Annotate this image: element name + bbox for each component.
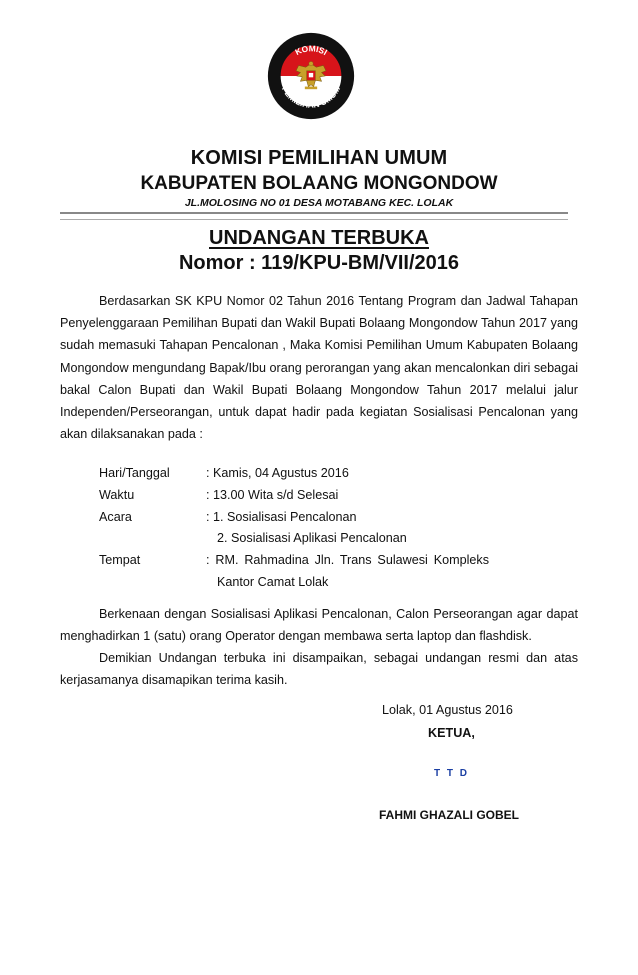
operator-paragraph: Berkenaan dengan Sosialisasi Aplikasi Pencalonan, Calon Perseorangan agar dapat menghadirkan 1 (satu) orang Operator dengan membawa serta laptop dan flashdisk.: [60, 607, 578, 644]
kpu-logo: [267, 32, 355, 120]
date-label: Hari/Tanggal: [99, 466, 170, 480]
header-divider: [60, 212, 568, 220]
date-value: : Kamis, 04 Agustus 2016: [206, 466, 349, 480]
event-value-1: : 1. Sosialisasi Pencalonan: [206, 510, 357, 524]
signatory-position: KETUA,: [428, 726, 475, 740]
event-label: Acara: [99, 510, 132, 524]
doc-title: UNDANGAN TERBUKA: [209, 227, 429, 249]
place-value: [206, 549, 489, 593]
place-value-1: : RM. Rahmadina Jln. Trans Sulawesi Kompleks: [206, 553, 489, 567]
intro-paragraph: Berdasarkan SK KPU Nomor 02 Tahun 2016 Tentang Program dan Jadwal Tahapan Penyelenggaraan Pemilihan Bupati dan Wakil Bupati Bolaang Mongondow Tahun 2017 yang sudah memasuki Tahapan Pencalonan , Maka Komisi Pemilihan Umum Kabupaten Bolaang Mongondow mengundang Bapak/Ibu orang perorangan yang akan mencalonkan diri sebagai bakal Calon Bupati dan Wakil Bupati Bolaang Mongondow Tahun 2017 melalui jalur Independen/Perseorangan, untuk dapat hadir pada kegiatan Sosialisasi Pencalonan yang akan dilaksanakan pada :: [60, 294, 578, 442]
regency-name: KABUPATEN BOLAANG MONGONDOW: [140, 173, 498, 194]
time-label: Waktu: [99, 488, 135, 502]
closing-paragraph: Demikian Undangan terbuka ini disampaikan, sebagai undangan resmi dan atas kerjasamanya disamapikan terima kasih.: [60, 651, 578, 688]
place-value-2: Kantor Camat Lolak: [217, 575, 329, 589]
logo-text-bottom: PEMILIHAN UMUM: [279, 84, 343, 110]
signatory-name: FAHMI GHAZALI GOBEL: [379, 808, 519, 822]
logo-text-top: KOMISI: [293, 43, 330, 58]
place-label: Tempat: [99, 553, 141, 567]
time-value: : 13.00 Wita s/d Selesai: [206, 488, 339, 502]
doc-number: Nomor : 119/KPU-BM/VII/2016: [178, 252, 460, 274]
ttd-mark: T T D: [434, 768, 469, 779]
org-name: KOMISI PEMILIHAN UMUM: [190, 147, 448, 169]
address: JL.MOLOSING NO 01 DESA MOTABANG KEC. LOLAK: [184, 197, 454, 209]
place-date: Lolak, 01 Agustus 2016: [382, 703, 513, 717]
event-value-2: 2. Sosialisasi Aplikasi Pencalonan: [217, 531, 407, 545]
